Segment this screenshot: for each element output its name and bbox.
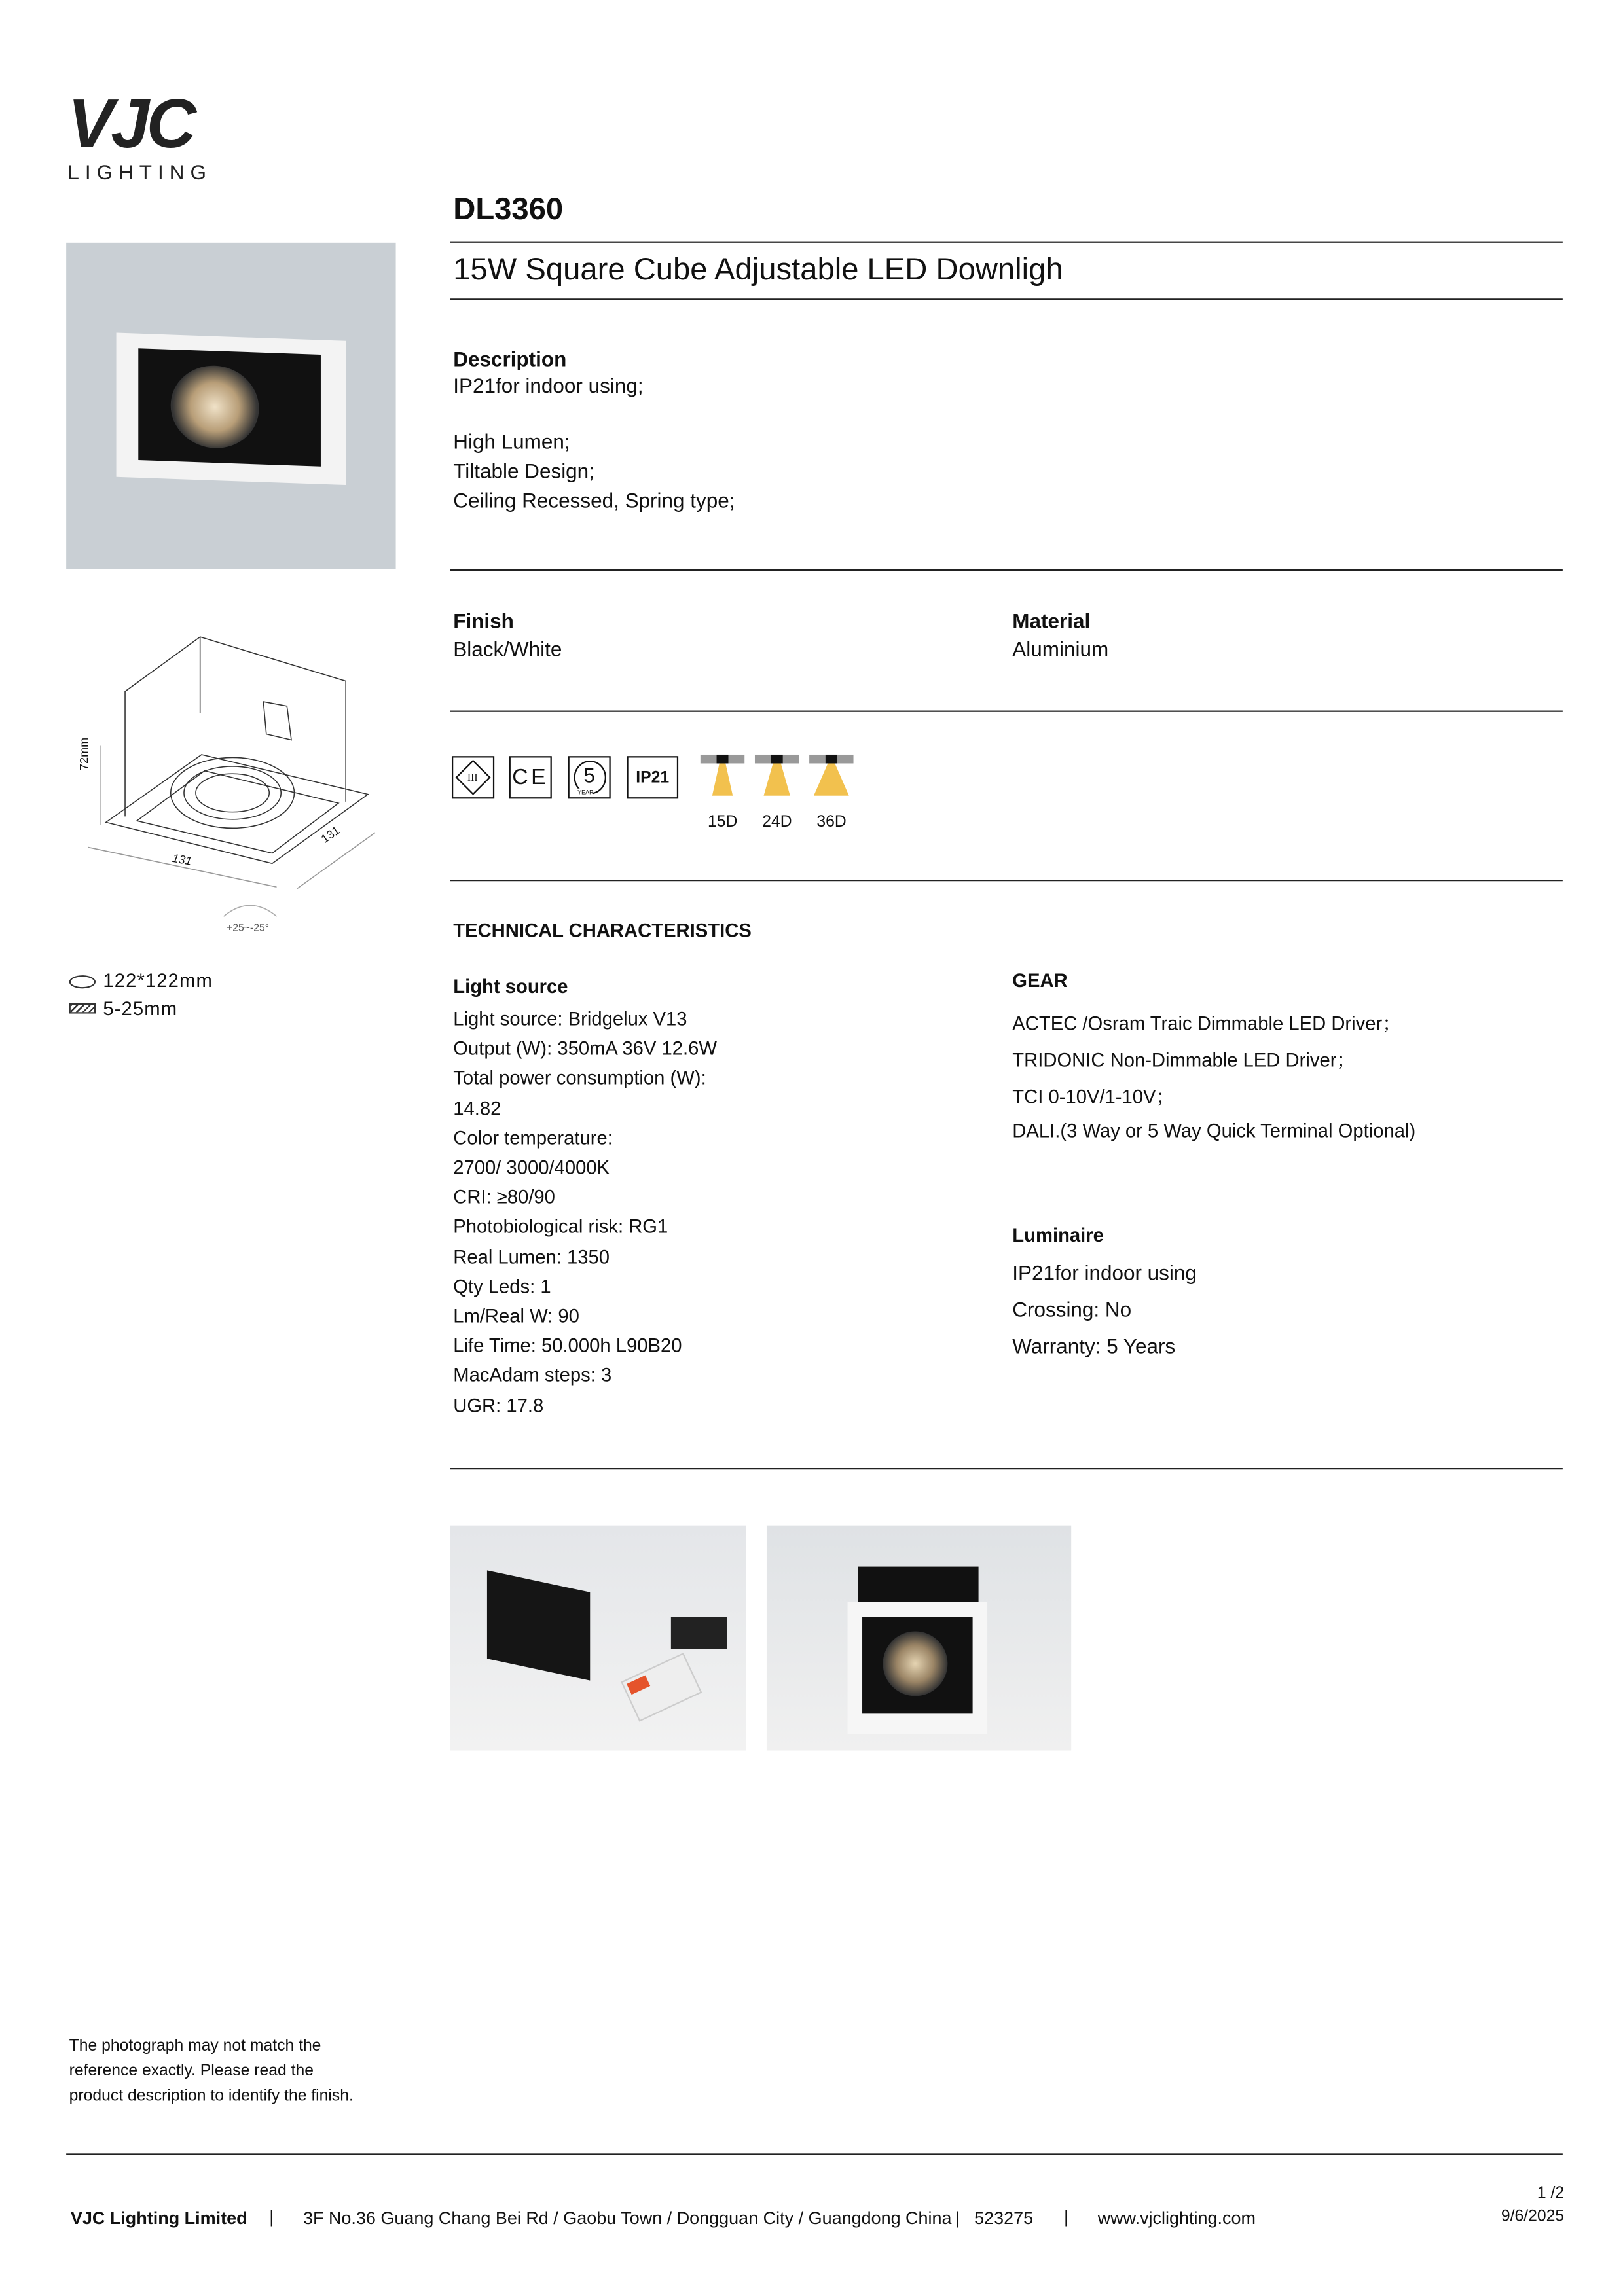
light-source-line: MacAdam steps: 3 [453,1364,612,1387]
luminaire-line: Crossing: No [1012,1297,1132,1321]
gear-line: DALI.(3 Way or 5 Way Quick Terminal Optional) [1012,1119,1416,1142]
dimension-drawing [73,625,382,920]
gear-heading: GEAR [1012,969,1068,992]
footer-address: 3F No.36 Guang Chang Bei Rd / Gaobu Town / Dongguan City / Guangdong China [302,2208,952,2229]
description-line: Tiltable Design; [453,459,594,483]
light-source-line: UGR: 17.8 [453,1393,544,1416]
class-iii-icon [452,756,494,798]
class-label: III [467,771,479,783]
footer-company: VJC Lighting Limited [70,2208,247,2229]
divider [450,711,1563,712]
eye-cutout-icon [69,975,96,988]
light-source-line: Life Time: 50.000h L90B20 [453,1334,682,1357]
divider [450,880,1563,881]
note-line: reference exactly. Please read the [69,2062,314,2080]
luminaire-heading: Luminaire [1012,1223,1104,1246]
divider [450,298,1563,300]
height-dimension: 72mm [77,737,91,770]
gear-line: ACTEC /Osram Traic Dimmable LED Driver； [1012,1012,1402,1034]
ceiling-thickness: 5-25mm [103,997,178,1020]
footer-separator: | [269,2206,274,2227]
tilt-angle: +25~-25° [227,924,270,935]
depth-dimension: 131 [318,823,343,846]
ip-label: IP21 [636,768,670,787]
light-source-line: Color temperature: [453,1126,613,1149]
product-code: DL3360 [453,192,564,227]
light-source-line: 2700/ 3000/4000K [453,1156,610,1179]
light-source-line: Qty Leds: 1 [453,1275,551,1297]
description-heading: Description [453,347,567,371]
light-source-line: Light source: Bridgelux V13 [453,1007,687,1030]
light-source-line: Lm/Real W: 90 [453,1304,579,1327]
print-date: 9/6/2025 [1501,2208,1565,2226]
footer-postcode: | 523275 [955,2208,1034,2229]
tilt-arc-icon [221,900,280,918]
width-dimension: 131 [171,852,193,869]
gear-line: TCI 0-10V/1-10V； [1012,1085,1175,1108]
beam-label: 15D [708,813,738,831]
logo-mark: VJC [67,84,194,162]
description-line: Ceiling Recessed, Spring type; [453,488,735,512]
gear-line: TRIDONIC Non-Dimmable LED Driver； [1012,1049,1356,1071]
light-source-line: 14.82 [453,1096,501,1119]
ce-mark-icon [509,756,552,798]
warranty-word: YEAR [577,788,594,796]
light-source-heading: Light source [453,975,568,997]
product-photo [66,243,395,569]
tech-heading: TECHNICAL CHARACTERISTICS [453,919,752,942]
beam-24d-icon [755,755,799,796]
product-title: 15W Square Cube Adjustable LED Downligh [453,253,1063,287]
disclaimer-note [69,2034,354,2109]
divider [450,242,1563,243]
ce-label: CE [512,764,549,790]
light-source-line: Output (W): 350mA 36V 12.6W [453,1037,717,1060]
beam-label: 24D [762,813,792,831]
description-line: IP21for indoor using; [453,373,644,397]
divider [450,569,1563,571]
beam-label: 36D [816,813,847,831]
material-heading: Material [1012,609,1091,633]
note-line: product description to identify the finish. [69,2087,354,2106]
material-value: Aluminium [1012,637,1109,661]
note-line: The photograph may not match the [69,2037,321,2055]
light-source-line: CRI: ≥80/90 [453,1185,555,1208]
ip21-icon [627,756,678,798]
luminaire-line: IP21for indoor using [1012,1261,1197,1285]
warranty-number: 5 [583,763,595,787]
finish-value: Black/White [453,637,562,661]
footer-website[interactable]: www.vjclighting.com [1097,2208,1256,2229]
luminaire-line: Warranty: 5 Years [1012,1334,1176,1358]
light-source-line: Total power consumption (W): [453,1067,706,1090]
description-line: High Lumen; [453,429,570,454]
light-source-line: Real Lumen: 1350 [453,1245,610,1268]
driver-accessory-photo [450,1526,746,1751]
cutout-size: 122*122mm [103,969,213,992]
footer-divider [66,2153,1563,2155]
beam-36d-icon [809,755,853,796]
beam-15d-icon [701,755,744,796]
vjc-logo [67,84,212,184]
finish-heading: Finish [453,609,514,633]
fixture-photo [767,1526,1071,1751]
divider [450,1468,1563,1469]
ceiling-thickness-icon [69,1003,96,1014]
footer-separator: | [1063,2206,1068,2227]
logo-subtitle: LIGHTING [67,160,212,184]
warranty-5-year-icon [568,756,611,798]
light-source-line: Photobiological risk: RG1 [453,1215,668,1238]
page-number: 1 /2 [1537,2184,1565,2202]
